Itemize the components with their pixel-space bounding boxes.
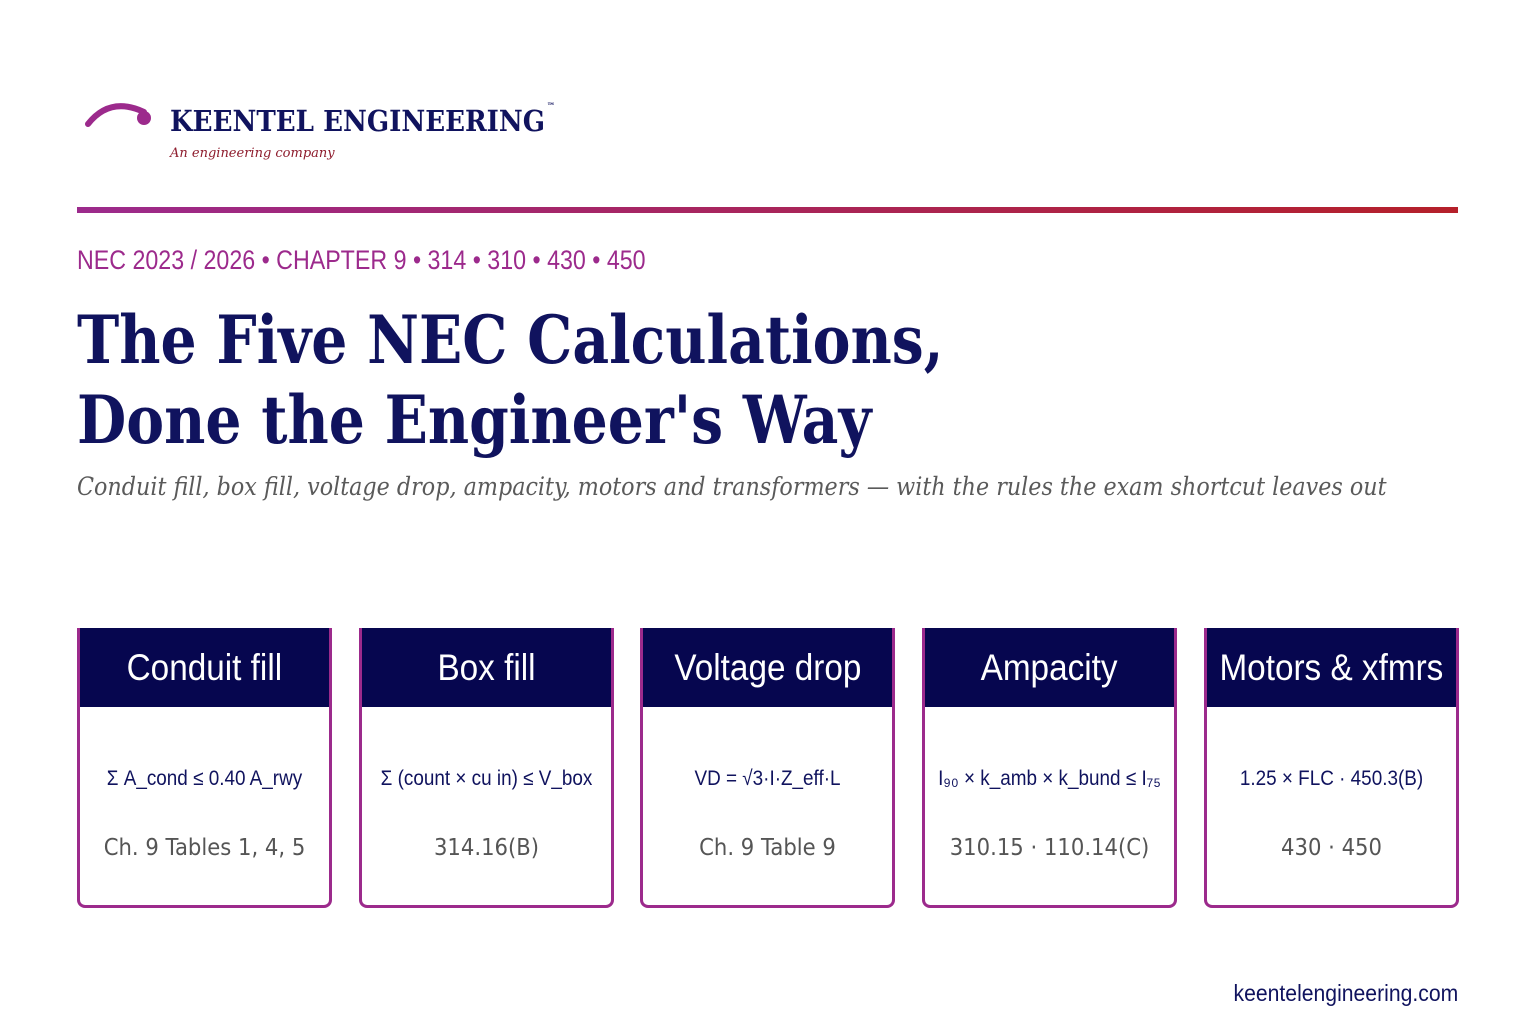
card-motors-xfmrs [1204,628,1459,908]
card-header [922,628,1177,707]
card-header [77,628,332,707]
card-title: Voltage drop [673,646,862,688]
card-title: Motors & xfmrs [1219,646,1444,688]
page-subtitle: Conduit fill, box fill, voltage drop, ampacity, motors and transformers — with the rules the exam shortcut leaves out [77,472,1387,501]
card-title: Ampacity [981,646,1118,688]
trademark-symbol: ™ [546,102,555,112]
arc-logo-icon [84,98,156,134]
card-reference: 310.15 · 110.14(C) [949,835,1150,861]
card-title: Conduit fill [126,646,283,688]
company-name: KEENTEL ENGINEERING ™ [170,102,555,138]
company-logo [84,98,555,178]
card-formula: 1.25 × FLC · 450.3(B) [1239,767,1424,790]
card-formula: I₉₀ × k_amb × k_bund ≤ I₇₅ [938,767,1161,790]
code-reference-eyebrow: NEC 2023 / 2026 • CHAPTER 9 • 314 • 310 • 430 • 450 [77,245,646,275]
card-header [359,628,614,707]
card-reference: Ch. 9 Tables 1, 4, 5 [103,835,306,861]
title-line-1: The Five NEC Calculations, [77,301,944,379]
card-reference: 314.16(B) [433,835,540,861]
card-header [640,628,895,707]
header-divider [77,207,1458,213]
card-ampacity [922,628,1177,908]
card-voltage-drop [640,628,895,908]
page-title [77,300,943,460]
card-header [1204,628,1459,707]
card-reference: Ch. 9 Table 9 [699,835,836,861]
card-formula: Σ A_cond ≤ 0.40 A_rwy [106,767,303,790]
company-tagline: An engineering company [170,146,335,161]
card-formula: VD = √3·I·Z_eff·L [694,767,841,790]
card-title: Box fill [437,646,536,688]
card-formula: Σ (count × cu in) ≤ V_box [380,767,593,790]
calculation-cards [77,628,1459,908]
title-line-2: Done the Engineer's Way [77,381,872,459]
website-link[interactable]: keentelengineering.com [1233,980,1458,1006]
card-box-fill [359,628,614,908]
card-reference: 430 · 450 [1281,835,1382,861]
card-conduit-fill [77,628,332,908]
